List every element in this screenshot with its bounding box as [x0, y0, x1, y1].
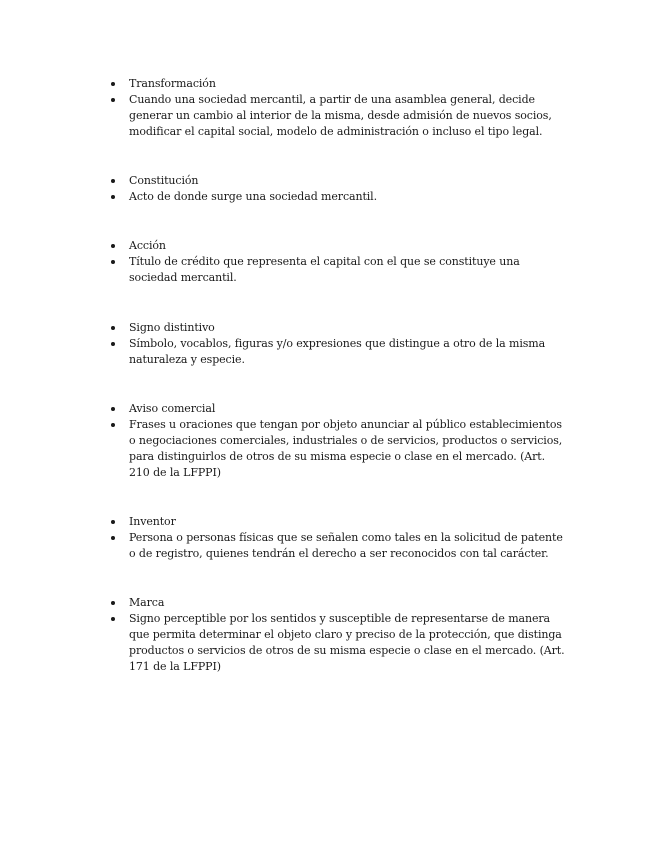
term-definition: Cuando una sociedad mercantil, a partir de una asamblea general, decide generar un cambio al interior de la misma, desde admisión de nuevos socios, modificar el capital social, modelo de administración o incluso el tipo legal.	[129, 93, 552, 138]
term-line	[108, 320, 568, 336]
definition-line	[108, 417, 568, 481]
term-title: Marca	[129, 596, 165, 609]
glossary-entry-transformacion	[108, 76, 568, 140]
glossary-entry-constitucion	[108, 173, 568, 205]
bullet-icon	[108, 238, 129, 254]
bullet-icon	[108, 92, 129, 108]
definition-line	[108, 530, 568, 562]
term-definition: Persona o personas físicas que se señalen como tales en la solicitud de patente o de registro, quienes tendrán el derecho a ser reconocidos con tal carácter.	[129, 531, 563, 560]
bullet-icon	[108, 530, 129, 546]
term-definition: Símbolo, vocablos, figuras y/o expresiones que distingue a otro de la misma naturaleza y especie.	[129, 337, 546, 366]
term-title: Signo distintivo	[129, 321, 215, 334]
term-line	[108, 238, 568, 254]
bullet-icon	[108, 76, 129, 92]
definition-line	[108, 611, 568, 675]
bullet-icon	[108, 254, 129, 270]
term-definition: Frases u oraciones que tengan por objeto anunciar al público establecimientos o negociaciones comerciales, industriales o de servicios, productos o servicios, para distinguirlos de otros de su misma especie o clase en el mercado. (Art. 210 de la LFPPI)	[129, 418, 563, 479]
definition-line	[108, 336, 568, 368]
term-line	[108, 76, 568, 92]
definition-line	[108, 254, 568, 286]
bullet-icon	[108, 173, 129, 189]
term-line	[108, 514, 568, 530]
term-title: Inventor	[129, 515, 176, 528]
bullet-icon	[108, 401, 129, 417]
bullet-icon	[108, 320, 129, 336]
bullet-icon	[108, 189, 129, 205]
term-title: Constitución	[129, 174, 199, 187]
term-line	[108, 401, 568, 417]
term-definition: Título de crédito que representa el capital con el que se constituye una sociedad mercantil.	[129, 255, 520, 284]
bullet-icon	[108, 595, 129, 611]
bullet-icon	[108, 611, 129, 627]
term-title: Aviso comercial	[129, 402, 216, 415]
bullet-icon	[108, 336, 129, 352]
glossary-entry-inventor	[108, 514, 568, 562]
definition-line	[108, 189, 568, 205]
term-title: Acción	[129, 239, 166, 252]
glossary-entry-signo-distintivo	[108, 320, 568, 368]
bullet-icon	[108, 417, 129, 433]
term-definition: Acto de donde surge una sociedad mercantil.	[129, 190, 377, 203]
term-line	[108, 173, 568, 189]
glossary-entry-marca	[108, 595, 568, 675]
term-title: Transformación	[129, 77, 216, 90]
term-definition: Signo perceptible por los sentidos y susceptible de representarse de manera que permita determinar el objeto claro y preciso de la protección, que distinga productos o servicios de otros de su misma especie o clase en el mercado. (Art. 171 de la LFPPI)	[129, 612, 565, 673]
definition-line	[108, 92, 568, 140]
glossary-entry-accion	[108, 238, 568, 286]
term-line	[108, 595, 568, 611]
bullet-icon	[108, 514, 129, 530]
glossary-entry-aviso-comercial	[108, 401, 568, 481]
